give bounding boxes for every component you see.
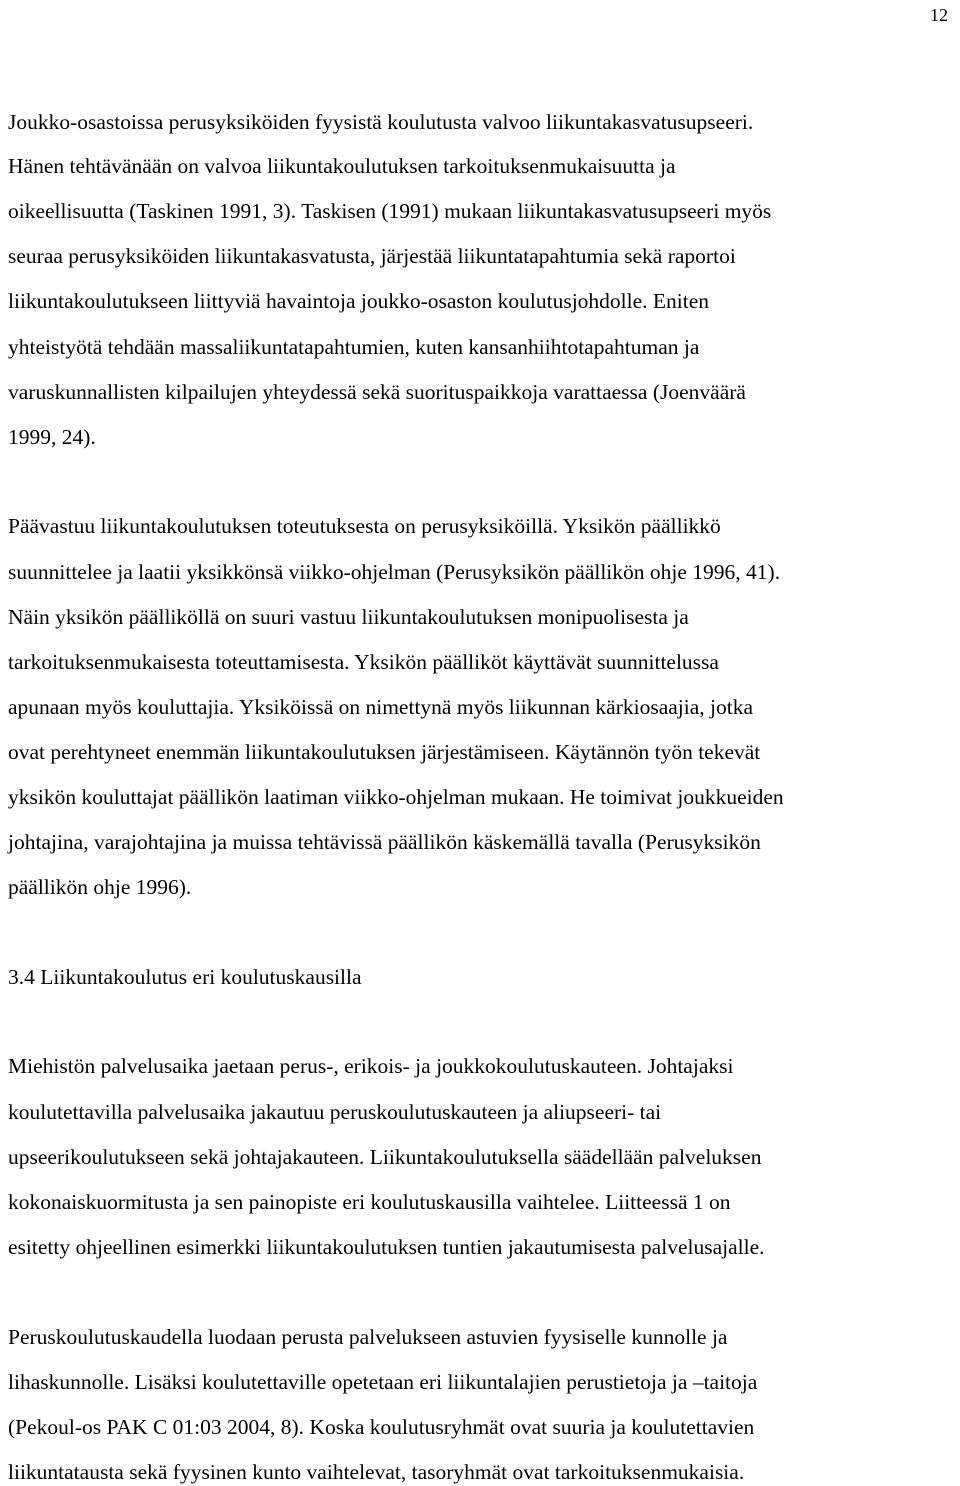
section-heading: 3.4 Liikuntakoulutus eri koulutuskausilla [8, 965, 362, 989]
paragraph-2-line: apunaan myös kouluttajia. Yksiköissä on nimettynä myös liikunnan kärkiosaajia, jotka [8, 695, 754, 719]
paragraph-1-line: varuskunnallisten kilpailujen yhteydessä sekä suorituspaikkoja varattaessa (Joenväärä [8, 380, 746, 404]
paragraph-4-line: Peruskoulutuskaudella luodaan perusta palvelukseen astuvien fyysiselle kunnolle ja [8, 1325, 728, 1349]
paragraph-2-line: Näin yksikön päälliköllä on suuri vastuu liikuntakoulutuksen monipuolisesta ja [8, 605, 689, 629]
paragraph-3-line: koulutettavilla palvelusaika jakautuu peruskoulutuskauteen ja aliupseeri- tai [8, 1100, 662, 1124]
page-number: 12 [930, 5, 948, 25]
paragraph-2-line: Päävastuu liikuntakoulutuksen toteutuksesta on perusyksiköillä. Yksikön päällikkö [8, 514, 721, 538]
paragraph-1-line: oikeellisuutta (Taskinen 1991, 3). Taskisen (1991) mukaan liikuntakasvatusupseeri myös [8, 199, 772, 223]
paragraph-4-line: (Pekoul-os PAK C 01:03 2004, 8). Koska koulutusryhmät ovat suuria ja koulutettavien [8, 1415, 755, 1439]
paragraph-2-line: päällikön ohje 1996). [8, 875, 192, 899]
paragraph-2-line: suunnittelee ja laatii yksikkönsä viikko-ohjelman (Perusyksikön päällikön ohje 1996, 41). [8, 560, 781, 584]
paragraph-4-line: liikuntataustа sekä fyysinen kunto vaihtelevat, tasoryhmät ovat tarkoituksenmukaisia. [8, 1460, 745, 1484]
paragraph-3-line: esitetty ohjeellinen esimerkki liikuntakoulutuksen tuntien jakautumisesta palvelusajalle. [8, 1235, 765, 1259]
paragraph-2-line: johtajina, varajohtajina ja muissa tehtävissä päällikön käskemällä tavalla (Perusyksikön [8, 830, 761, 854]
paragraph-4-line: lihaskunnolle. Lisäksi koulutettaville opetetaan eri liikuntalajien perustietoja ja –taitoja [8, 1370, 758, 1394]
paragraph-2-line: ovat perehtyneet enemmän liikuntakoulutuksen järjestämiseen. Käytännön työn tekevät [8, 740, 761, 764]
paragraph-3-line: upseerikoulutukseen sekä johtajakauteen. Liikuntakoulutuksella säädellään palveluksen [8, 1145, 762, 1169]
paragraph-1-line: Hänen tehtävänään on valvoa liikuntakoulutuksen tarkoituksenmukaisuutta ja [8, 154, 676, 178]
paragraph-1-line: Joukko-osastoissa perusyksiköiden fyysistä koulutusta valvoo liikuntakasvatusupseeri. [8, 110, 754, 134]
paragraph-2-line: tarkoituksenmukaisesta toteuttamisesta. Yksikön päälliköt käyttävät suunnittelussa [8, 650, 719, 674]
paragraph-3-line: Miehistön palvelusaika jaetaan perus-, erikois- ja joukkokoulutuskauteen. Johtajaksi [8, 1054, 734, 1078]
paragraph-1-line: liikuntakoulutukseen liittyviä havaintoja joukko-osaston koulutusjohdolle. Eniten [8, 289, 710, 313]
paragraph-2-line: yksikön kouluttajat päällikön laatiman viikko-ohjelman mukaan. He toimivat joukkueiden [8, 785, 784, 809]
paragraph-1-line: 1999, 24). [8, 425, 96, 449]
paragraph-3-line: kokonaiskuormitusta ja sen painopiste eri koulutuskausilla vaihtelee. Liitteessä 1 on [8, 1190, 731, 1214]
paragraph-1-line: yhteistyötä tehdään massaliikuntatapahtumien, kuten kansanhiihtotapahtuman ja [8, 335, 700, 359]
paragraph-1-line: seuraa perusyksiköiden liikuntakasvatusta, järjestää liikuntatapahtumia sekä raportoi [8, 244, 736, 268]
